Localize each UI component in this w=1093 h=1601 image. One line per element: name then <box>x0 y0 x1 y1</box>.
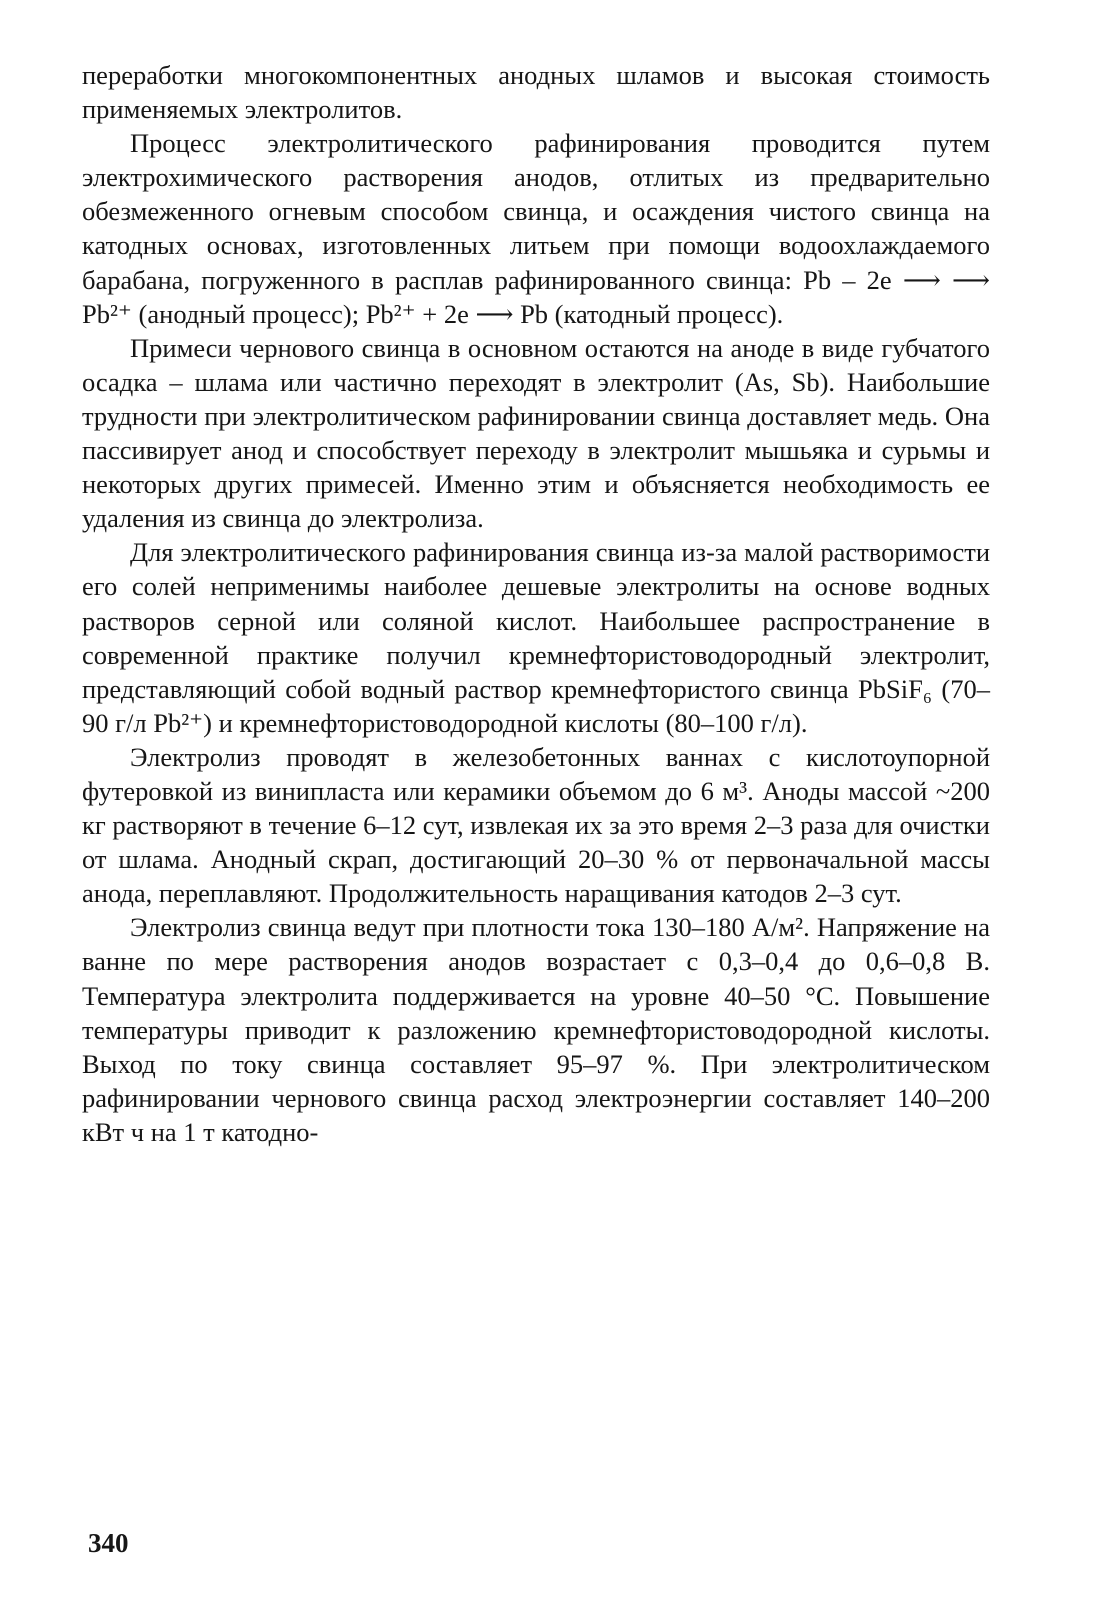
paragraph-5: Электролиз проводят в железобетонных ваннах с кислотоупорной футеровкой из винипласта или керамики объемом до 6 м³. Аноды массой ~200 кг растворяют в течение 6–12 сут, извлекая их за это время 2–3 раза для очистки от шлама. Анодный скрап, достигающий 20–30 % от первоначальной массы анода, переплавляют. Продолжительность наращивания катодов 2–3 сут. <box>82 741 990 909</box>
paragraph-4: Для электролитического рафинирования свинца из-за малой растворимости его солей неприменимы наиболее дешевые электролиты на основе водных растворов серной или соляной кислот. Наибольшее распространение в современной практике получил кремнефтористоводородный электролит, представляющий собой водный раствор кремнефтористого свинца PbSiF₆ (70–90 г/л Pb²⁺) и кремнефтористоводородной кислоты (80–100 г/л). <box>82 537 990 738</box>
paragraph-2: Процесс электролитического рафинирования проводится путем электрохимического растворения анодов, отлитых из предварительно обезмеженного огневым способом свинца, и осаждения чистого свинца на катодных основах, изготовленных литьем при помощи водоохлаждаемого барабана, погруженного в расплав рафинированного свинца: Pb – 2e ⟶ ⟶ Pb²⁺ (анодный процесс); Pb²⁺ + 2e ⟶ Pb (катодный процесс). <box>82 128 990 329</box>
page-number: 340 <box>88 1528 129 1558</box>
page-body <box>82 58 990 1149</box>
paragraph-6: Электролиз свинца ведут при плотности тока 130–180 А/м². Напряжение на ванне по мере растворения анодов возрастает с 0,3–0,4 до 0,6–0,8 В. Температура электролита поддерживается на уровне 40–50 °С. Повышение температуры приводит к разложению кремнефтористоводородной кислоты. Выход по току свинца составляет 95–97 %. При электролитическом рафинировании чернового свинца расход электроэнергии составляет 140–200 кВт ч на 1 т катодно- <box>82 912 990 1147</box>
paragraph-1: переработки многокомпонентных анодных шламов и высокая стоимость применяемых электролитов. <box>82 60 990 125</box>
paragraph-3: Примеси чернового свинца в основном остаются на аноде в виде губчатого осадка – шлама или частично переходят в электролит (As, Sb). Наибольшие трудности при электролитическом рафинировании свинца доставляет медь. Она пассивирует анод и способствует переходу в электролит мышьяка и сурьмы и некоторых других примесей. Именно этим и объясняется необходимость ее удаления из свинца до электролиза. <box>82 332 990 534</box>
